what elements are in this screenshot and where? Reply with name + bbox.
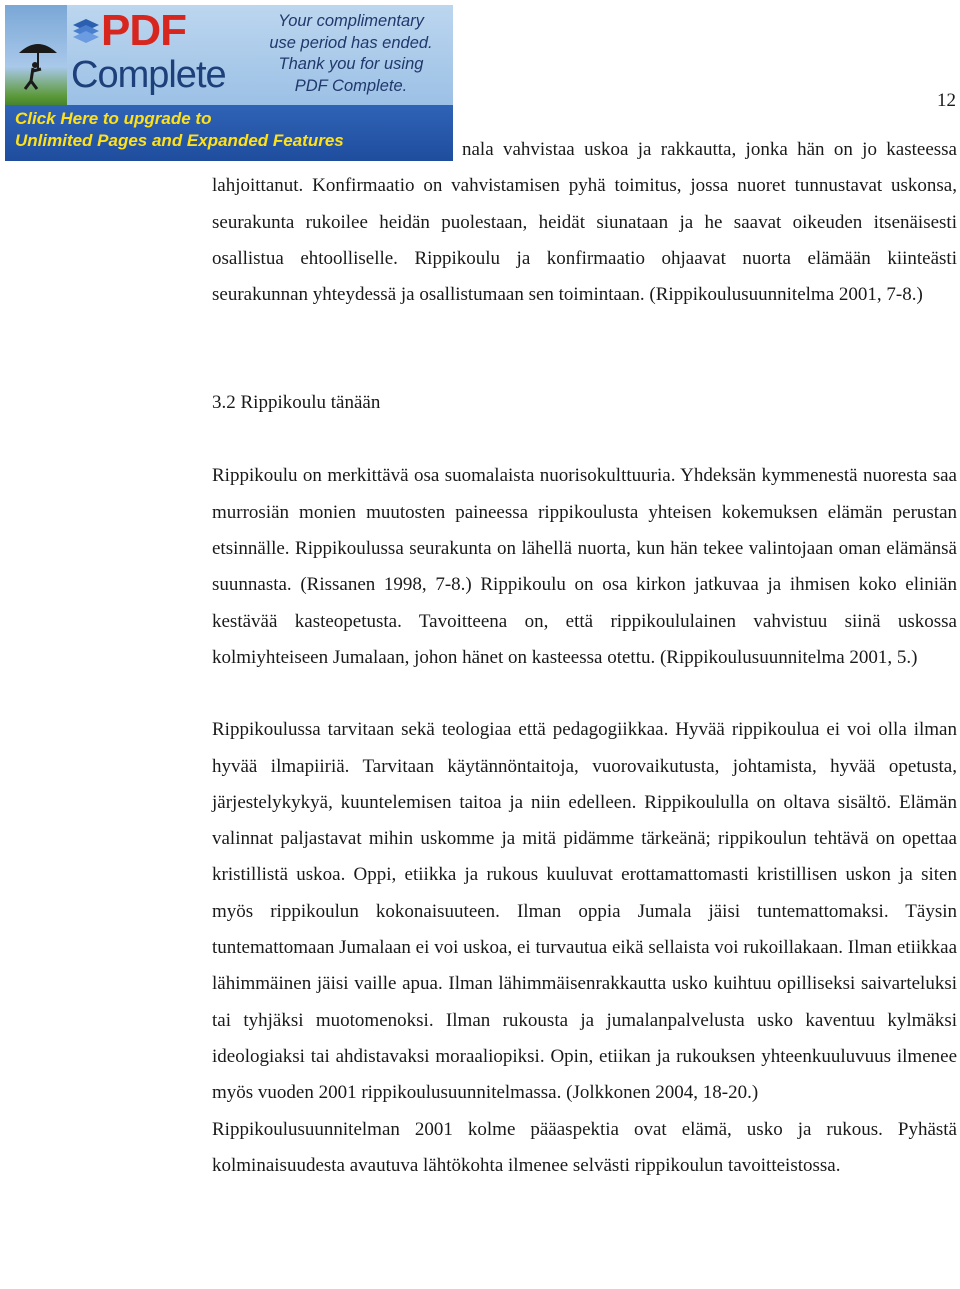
promo-line: PDF Complete. (294, 76, 408, 95)
body-paragraph: Rippikoulussa tarvitaan sekä teologiaa että pedagogiikkaa. Hyvää rippikoulua ei voi olla ilman hyvää ilmapiiriä. Tarvitaan käytännöntaitoja, vuorovaikutusta, johtamista, hyvää opetusta, järjestelykykyä, kuuntelemisen taitoa ja niin edelleen. Rippikoululla on oltava sisältö. Elämän valinnat paljastavat mihin uskomme ja mitä pidämme tärkeänä; rippikoulun tehtävä on opettaa kristillistä uskoa. Oppi, etiikka ja rukous kuuluvat erottamattomasti kristillisen uskon ja siten myös rippikoulun kokonaisuuteen. Ilman oppia Jumala jäisi tuntemattomaksi. Täysin tuntemattomaan Jumalaan ei voi uskoa, ei turvautua eikä sellaista voi rukoillakaan. Ilman etiikkaa lähimmäinen jäisi vaille apua. Ilman lähimmäisenrakkautta usko kuihtuu opilliseksi saivarteluksi tai tyhjäksi muotomenoksi. Ilman rukousta ja jumalanpalvelusta usko kaventuu kylmäksi ideologiaksi tai ahdistavaksi moraaliopiksi. Opin, etiikan ja rukouksen yhteenkuuluvuus ilmenee myös vuoden 2001 rippikoulusuunnitelmassa. (Jolkkonen 2004, 18-20.) (212, 719, 957, 1104)
umbrella-man-icon (13, 35, 63, 95)
promo-line: Thank you for using (278, 55, 424, 73)
section-heading: 3.2 Rippikoulu tänään (212, 392, 381, 414)
banner-photo (5, 5, 67, 108)
logo-complete-text: Complete (71, 54, 226, 96)
promo-line: Your complimentary (278, 12, 424, 30)
cta-line[interactable]: Unlimited Pages and Expanded Features (15, 131, 344, 150)
document-body (212, 132, 957, 1184)
promo-message (255, 11, 447, 97)
lead-paragraph: nala vahvistaa uskoa ja rakkautta, jonka hän on jo kasteessa lahjoittanut. Konfirmaatio on vahvistamisen pyhä toimitus, jossa nuoret tunnustavat uskonsa, seurakunta rukoilee heidän puolestaan, heidät siunataan ja he saavat oikeuden itsenäisesti osallistua ehtoolliselle. Rippikoulu ja konfirmaatio ohjaavat nuorta elämään kiinteästi seurakunnan yhteydessä ja osallistumaan sen toimintaan. (Rippikoulusuunnitelma 2001, 7-8.) (212, 139, 957, 306)
body-paragraph: Rippikoulu on merkittävä osa suomalaista nuorisokulttuuria. Yhdeksän kymmenestä nuoresta saa murrosiän monien muutosten paineessa rippikoulusta yhteisen kokemuksen elämän perustan etsinnälle. Rippikoulussa seurakunta on lähellä nuorta, kun hän tekee valintojaan oman elämänsä suunnasta. (Rissanen 1998, 7-8.) Rippikoulu on osa kirkon jatkuvaa ja ihmisen koko eliniän kestävää kasteopetusta. Tavoitteena on, että rippikoululainen vahvistuu siinä uskossa kolmiyhteiseen Jumalaan, johon hänet on kasteessa otettu. (Rippikoulusuunnitelma 2001, 5.) (212, 465, 957, 668)
cta-line[interactable]: Click Here to upgrade to (15, 109, 212, 128)
page-number: 12 (937, 90, 956, 111)
pdf-complete-logo (67, 6, 235, 101)
promo-line: use period has ended. (269, 33, 433, 52)
body-paragraph: Rippikoulusuunnitelman 2001 kolme pääaspektia ovat elämä, usko ja rukous. Pyhästä kolminaisuudesta avautuva lähtökohta ilmenee selvästi rippikoulun tavoitteistossa. (212, 1118, 957, 1176)
logo-pdf-text: PDF (101, 6, 186, 55)
pdf-logo-mark-icon (71, 17, 101, 47)
